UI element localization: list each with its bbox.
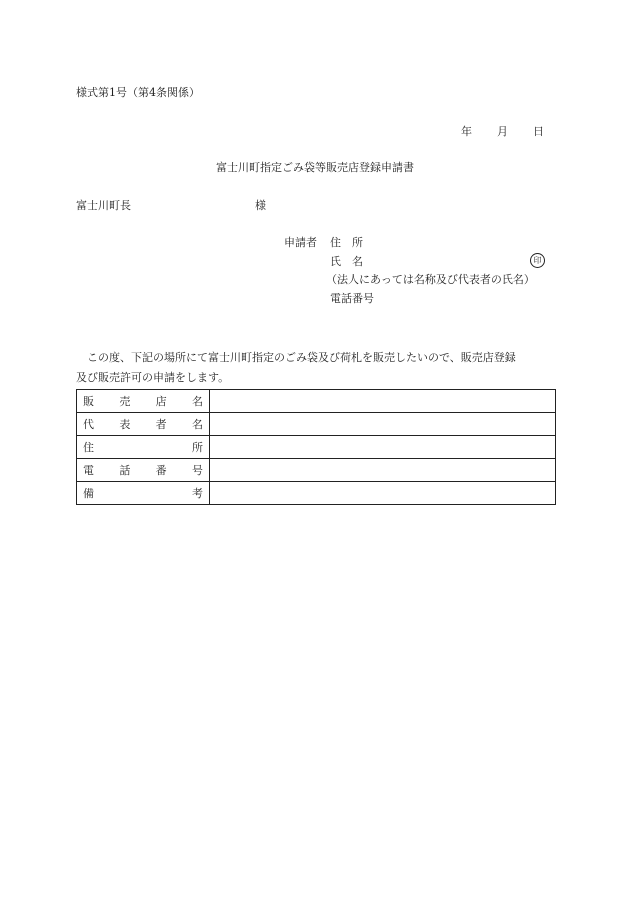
statement-line-1: この度、下記の場所にて富士川町指定のごみ袋及び荷札を販売したいので、販売店登録 bbox=[87, 351, 516, 364]
seal-stamp-mark: 印 bbox=[530, 253, 545, 268]
date-year-label: 年 bbox=[461, 125, 472, 138]
shop-name-field[interactable] bbox=[210, 390, 556, 413]
row-label-phone bbox=[77, 459, 210, 482]
applicant-name-label: 氏 名 bbox=[330, 255, 363, 268]
representative-field[interactable] bbox=[210, 413, 556, 436]
label-representative bbox=[83, 416, 203, 432]
table-row bbox=[77, 390, 556, 413]
label-char: 号 bbox=[191, 464, 203, 477]
corporate-note: （法人にあっては名称及び代表者の氏名） bbox=[326, 273, 535, 286]
label-char: 名 bbox=[191, 418, 203, 431]
form-number: 様式第1号（第4条関係） bbox=[76, 86, 200, 99]
label-remarks bbox=[83, 485, 203, 501]
applicant-address-label: 住 所 bbox=[330, 236, 363, 249]
label-char: 話 bbox=[119, 464, 131, 477]
date-day-label: 日 bbox=[533, 125, 544, 138]
addressee-honorific: 様 bbox=[255, 199, 266, 212]
date-month-label: 月 bbox=[497, 125, 508, 138]
label-char: 住 bbox=[83, 441, 94, 454]
table-row bbox=[77, 436, 556, 459]
applicant-phone-label: 電話番号 bbox=[330, 292, 374, 305]
label-char: 番 bbox=[155, 464, 167, 477]
statement-line-2: 及び販売許可の申請をします。 bbox=[76, 371, 230, 384]
label-char: 店 bbox=[155, 395, 167, 408]
label-char: 備 bbox=[83, 487, 94, 500]
label-char: 所 bbox=[192, 441, 203, 454]
label-char: 考 bbox=[192, 487, 203, 500]
label-char: 代 bbox=[83, 418, 94, 431]
table-row bbox=[77, 459, 556, 482]
row-label-address bbox=[77, 436, 210, 459]
label-char: 表 bbox=[119, 418, 131, 431]
label-char: 名 bbox=[191, 395, 203, 408]
application-statement bbox=[76, 348, 558, 388]
label-char: 者 bbox=[155, 418, 167, 431]
row-label-representative bbox=[77, 413, 210, 436]
label-address bbox=[83, 439, 203, 455]
row-label-remarks bbox=[77, 482, 210, 505]
registration-table bbox=[76, 389, 556, 505]
row-label-shop-name bbox=[77, 390, 210, 413]
address-field[interactable] bbox=[210, 436, 556, 459]
label-shop-name bbox=[83, 393, 203, 409]
applicant-label: 申請者 bbox=[284, 236, 317, 249]
table-row bbox=[77, 482, 556, 505]
label-phone bbox=[83, 462, 203, 478]
remarks-field[interactable] bbox=[210, 482, 556, 505]
label-char: 電 bbox=[83, 464, 94, 477]
phone-field[interactable] bbox=[210, 459, 556, 482]
label-char: 売 bbox=[119, 395, 131, 408]
table-row bbox=[77, 413, 556, 436]
addressee-name: 富士川町長 bbox=[76, 199, 131, 212]
document-title: 富士川町指定ごみ袋等販売店登録申請書 bbox=[216, 161, 414, 174]
label-char: 販 bbox=[83, 395, 94, 408]
